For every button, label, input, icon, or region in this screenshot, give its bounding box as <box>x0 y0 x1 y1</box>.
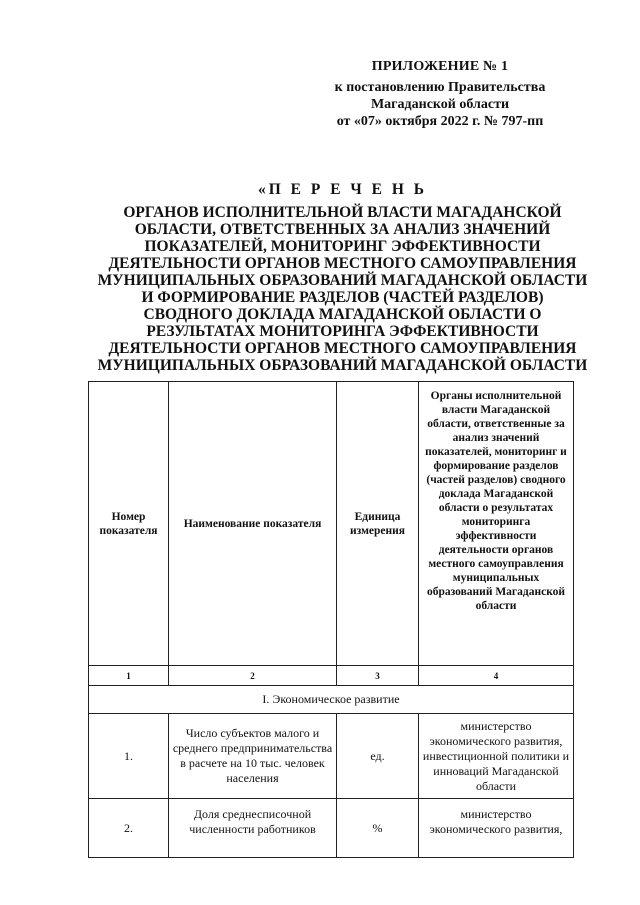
row-organ: министерство экономического развития, инвестиционной политики и инноваций Магаданской области <box>419 714 574 799</box>
appendix-block <box>300 58 580 130</box>
subtitle-line: ДЕЯТЕЛЬНОСТИ ОРГАНОВ МЕСТНОГО САМОУПРАВЛЕНИЯ <box>108 340 577 357</box>
row-number: 1. <box>89 714 169 799</box>
subtitle-line: МУНИЦИПАЛЬНЫХ ОБРАЗОВАНИЙ МАГАДАНСКОЙ ОБЛАСТИ <box>97 357 588 374</box>
appendix-line-1: к постановлению Правительства <box>334 80 546 95</box>
section-row <box>89 686 574 714</box>
appendix-line-2: Магаданской области <box>370 97 510 112</box>
subtitle-line: И ФОРМИРОВАНИЕ РАЗДЕЛОВ (ЧАСТЕЙ РАЗДЕЛОВ) <box>141 289 544 306</box>
header-organ: Органы исполнительной власти Магаданской области, ответственные за анализ значений показателей, мониторинг и формирование разделов (частей разделов) сводного доклада Магаданской области о результатах мониторинга эффективности деятельности органов местного самоуправления муниципальных образований Магаданской области <box>419 382 574 666</box>
document-title <box>70 181 615 374</box>
indicators-table <box>88 381 574 858</box>
appendix-line-3: от «07» октября 2022 г. № 797-пп <box>336 114 544 129</box>
row-number: 2. <box>89 799 169 858</box>
table-header-row <box>89 382 574 666</box>
row-unit: ед. <box>337 714 419 799</box>
column-number: 3 <box>337 666 419 686</box>
subtitle-line: РЕЗУЛЬТАТАХ МОНИТОРИНГА ЭФФЕКТИВНОСТИ <box>146 323 539 340</box>
row-name: Доля среднесписочной численности работников <box>169 799 337 858</box>
subtitle-line: ПОКАЗАТЕЛЕЙ, МОНИТОРИНГ ЭФФЕКТИВНОСТИ <box>144 238 541 255</box>
table-row <box>89 799 574 858</box>
column-number-row <box>89 666 574 686</box>
row-name: Число субъектов малого и среднего предпринимательства в расчете на 10 тыс. человек населения <box>169 714 337 799</box>
column-number: 2 <box>169 666 337 686</box>
section-title: I. Экономическое развитие <box>89 686 574 714</box>
subtitle-line: ДЕЯТЕЛЬНОСТИ ОРГАНОВ МЕСТНОГО САМОУПРАВЛЕНИЯ <box>108 255 577 272</box>
column-number: 4 <box>419 666 574 686</box>
header-name: Наименование показателя <box>169 382 337 666</box>
subtitle-line: ОРГАНОВ ИСПОЛНИТЕЛЬНОЙ ВЛАСТИ МАГАДАНСКОЙ <box>123 204 562 221</box>
document-heading: «П Е Р Е Ч Е Н Ь <box>257 181 428 198</box>
row-unit: % <box>337 799 419 858</box>
subtitle-line: МУНИЦИПАЛЬНЫХ ОБРАЗОВАНИЙ МАГАДАНСКОЙ ОБЛАСТИ <box>97 272 588 289</box>
header-unit: Единица измерения <box>337 382 419 666</box>
row-organ: министерство экономического развития, <box>419 799 574 858</box>
subtitle-line: СВОДНОГО ДОКЛАДА МАГАДАНСКОЙ ОБЛАСТИ О <box>143 306 542 323</box>
column-number: 1 <box>89 666 169 686</box>
subtitle-line: ОБЛАСТИ, ОТВЕТСТВЕННЫХ ЗА АНАЛИЗ ЗНАЧЕНИЙ <box>134 221 551 238</box>
table-row <box>89 714 574 799</box>
header-number: Номер показателя <box>89 382 169 666</box>
appendix-title: ПРИЛОЖЕНИЕ № 1 <box>371 59 509 74</box>
